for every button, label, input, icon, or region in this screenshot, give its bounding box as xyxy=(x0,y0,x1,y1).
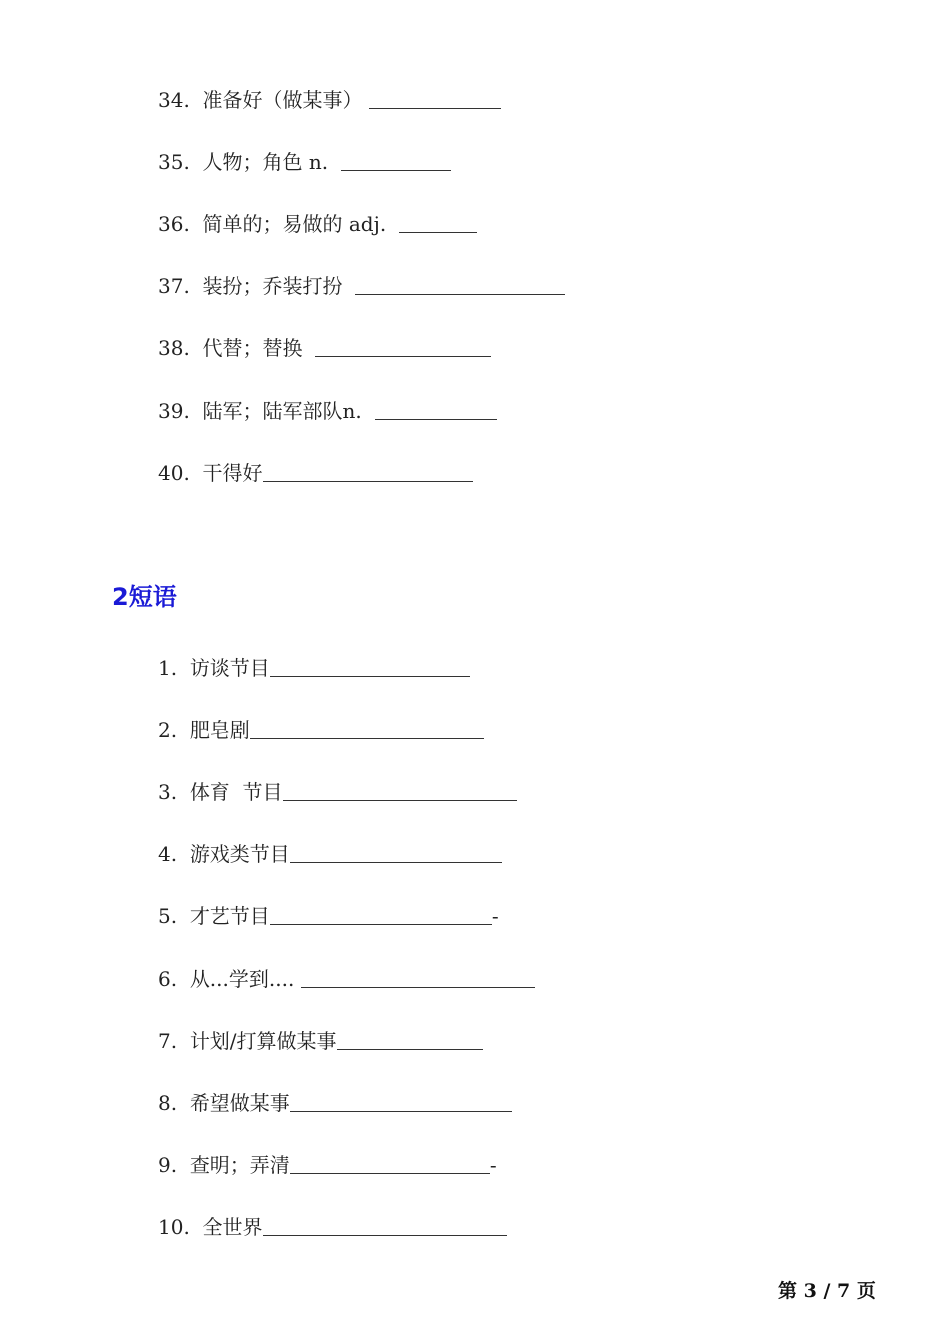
item-number: 6. xyxy=(158,967,178,991)
item-number: 3. xyxy=(158,780,178,804)
list-item xyxy=(158,716,484,744)
answer-blank[interactable] xyxy=(290,1153,490,1174)
item-text: 访谈节目 xyxy=(189,656,270,680)
answer-blank[interactable] xyxy=(290,1091,512,1112)
list-item xyxy=(158,965,535,993)
item-number: 38. xyxy=(158,336,190,360)
answer-blank[interactable] xyxy=(250,718,484,739)
item-number: 36. xyxy=(158,212,190,236)
item-number: 4. xyxy=(158,842,178,866)
item-text: 简单的；易做的 adj. xyxy=(202,212,387,236)
item-number: 7. xyxy=(158,1029,178,1053)
item-text: 才艺节目 xyxy=(189,904,270,928)
list-item xyxy=(158,210,477,238)
answer-blank[interactable] xyxy=(399,212,477,233)
item-number: 10. xyxy=(158,1215,190,1239)
list-item xyxy=(158,654,470,682)
list-item xyxy=(158,397,497,425)
item-text: 查明；弄清 xyxy=(189,1153,290,1177)
item-number: 40. xyxy=(158,461,190,485)
item-number: 1. xyxy=(158,656,178,680)
answer-blank[interactable] xyxy=(337,1029,483,1050)
answer-blank[interactable] xyxy=(270,656,470,677)
answer-blank[interactable] xyxy=(369,88,501,109)
list-item xyxy=(158,1151,497,1179)
page-indicator: 第 3 / 7 页 xyxy=(778,1280,876,1302)
item-text: 准备好（做某事） xyxy=(202,88,363,112)
list-item xyxy=(158,902,499,930)
answer-blank[interactable] xyxy=(375,399,497,420)
item-number: 39. xyxy=(158,399,190,423)
item-number: 35. xyxy=(158,150,190,174)
trailing-dash: - xyxy=(491,904,499,928)
item-text: 体育 节目 xyxy=(189,780,283,804)
item-text: 计划/打算做某事 xyxy=(189,1029,337,1053)
list-item xyxy=(158,272,565,300)
item-text: 肥皂剧 xyxy=(189,718,250,742)
item-number: 2. xyxy=(158,718,178,742)
item-number: 8. xyxy=(158,1091,178,1115)
item-text: 装扮；乔装打扮 xyxy=(202,274,343,298)
item-text: 希望做某事 xyxy=(189,1091,290,1115)
answer-blank[interactable] xyxy=(270,904,492,925)
section-title: 2短语 xyxy=(112,583,177,611)
answer-blank[interactable] xyxy=(301,967,535,988)
item-number: 37. xyxy=(158,274,190,298)
item-text: 从...学到.... xyxy=(189,967,295,991)
answer-blank[interactable] xyxy=(263,1215,507,1236)
answer-blank[interactable] xyxy=(283,780,517,801)
list-item xyxy=(158,778,517,806)
item-text: 人物；角色 n. xyxy=(202,150,329,174)
answer-blank[interactable] xyxy=(315,336,491,357)
item-text: 陆军；陆军部队n. xyxy=(202,399,362,423)
trailing-dash: - xyxy=(489,1153,497,1177)
answer-blank[interactable] xyxy=(355,274,565,295)
item-text: 全世界 xyxy=(202,1215,263,1239)
list-item xyxy=(158,148,451,176)
answer-blank[interactable] xyxy=(263,461,473,482)
list-item xyxy=(158,1213,507,1241)
list-item xyxy=(158,840,502,868)
list-item xyxy=(158,459,473,487)
list-item xyxy=(158,86,501,114)
list-item xyxy=(158,1027,483,1055)
item-text: 游戏类节目 xyxy=(189,842,290,866)
item-text: 干得好 xyxy=(202,461,263,485)
item-number: 5. xyxy=(158,904,178,928)
item-text: 代替；替换 xyxy=(202,336,303,360)
answer-blank[interactable] xyxy=(341,150,451,171)
item-number: 34. xyxy=(158,88,190,112)
answer-blank[interactable] xyxy=(290,842,502,863)
item-number: 9. xyxy=(158,1153,178,1177)
list-item xyxy=(158,334,491,362)
list-item xyxy=(158,1089,512,1117)
